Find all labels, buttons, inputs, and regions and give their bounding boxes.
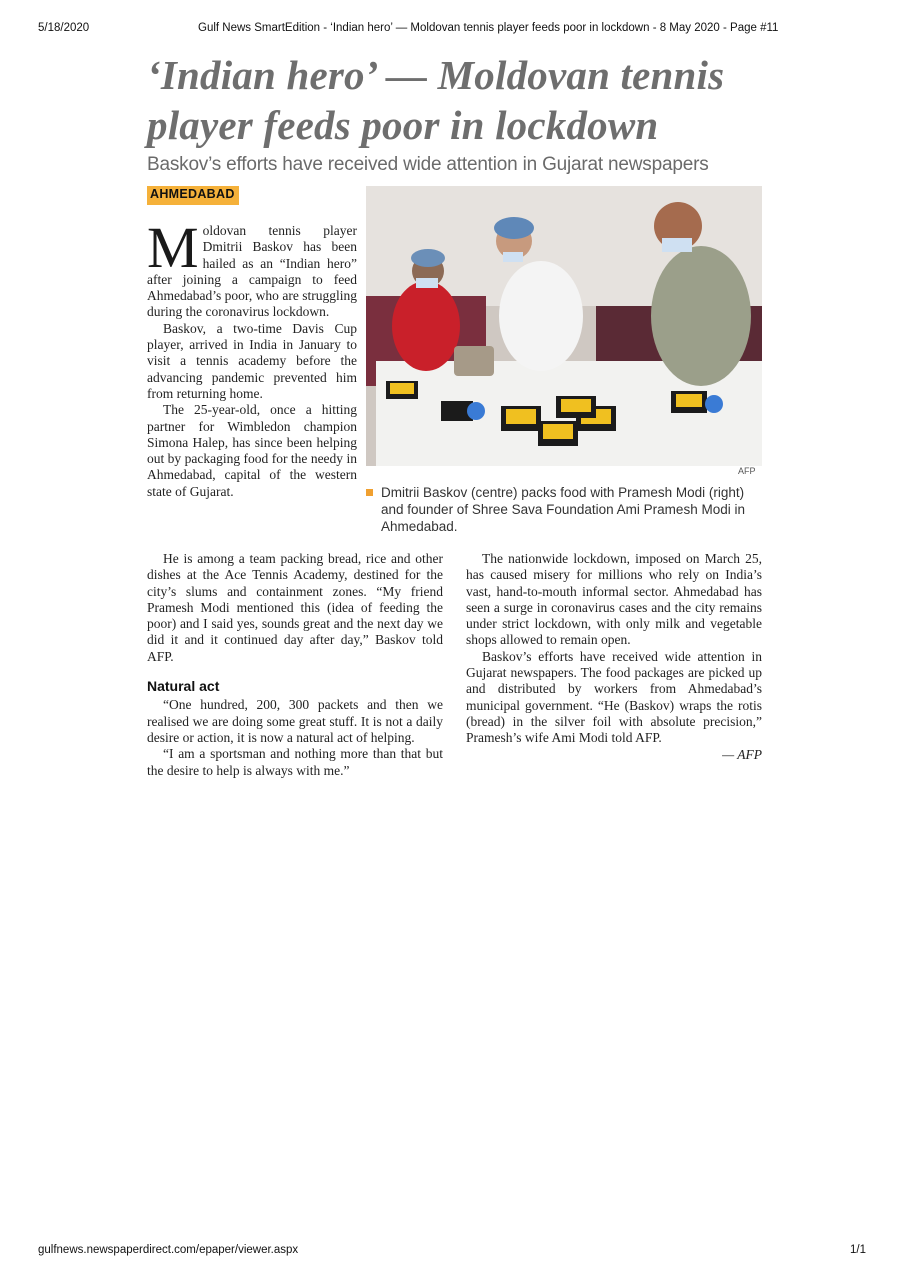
article-credit: — AFP: [722, 746, 762, 762]
article-column-2: [147, 551, 443, 779]
caption-text: Dmitrii Baskov (centre) packs food with Pramesh Modi (right) and founder of Shree Sava Foundation Ami Pramesh Modi in Ahmedabad.: [381, 485, 745, 534]
article-photo: [366, 186, 762, 466]
print-footer: [38, 1244, 866, 1258]
dateline-badge: AHMEDABAD: [147, 186, 239, 205]
article-column-1: [147, 215, 357, 500]
print-url: gulfnews.newspaperdirect.com/epaper/viewer.aspx: [38, 1244, 299, 1256]
photo-credit: AFP: [738, 466, 756, 476]
drop-cap: M: [147, 215, 199, 280]
paragraph: “One hundred, 200, 300 packets and then we realised we are doing some great stuff. It is not a daily desire or action, it is now a natural act of helping.: [147, 697, 443, 745]
print-header: [38, 22, 866, 36]
paragraph: Moldovan tennis player Dmitrii Baskov has been hailed as an “Indian hero” after joining a campaign to feed Ahmedabad’s poor, who are struggling during the coronavirus lockdown.: [147, 215, 357, 320]
paragraph: He is among a team packing bread, rice and other dishes at the Ace Tennis Academy, destined for the city’s slums and containment zones. “My friend Pramesh Modi mentioned this (idea of feeding the poor) and I said yes, sounds great and the next day we did it and it continued day after day,” Baskov told AFP.: [147, 551, 443, 664]
article-subheadline: Baskov’s efforts have received wide attention in Gujarat newspapers: [147, 154, 709, 175]
article-column-3: [466, 551, 762, 763]
photo-caption: [366, 484, 762, 535]
article-headline: ‘Indian hero’ — Moldovan tennis player feeds poor in lockdown: [147, 52, 725, 148]
caption-bullet-icon: [366, 489, 373, 496]
paragraph: The 25-year-old, once a hitting partner for Wimbledon champion Simona Halep, has since been helping out by packaging food for the needy in Ahmedabad, capital of the western state of Gujarat.: [147, 402, 357, 499]
paragraph: “I am a sportsman and nothing more than that but the desire to help is always with me.”: [147, 746, 443, 778]
print-page-number: 1/1: [850, 1244, 866, 1256]
print-title: Gulf News SmartEdition - ‘Indian hero’ — Moldovan tennis player feeds poor in lockdown - 8 May 2020 - Page #11: [198, 22, 779, 34]
section-subtitle: Natural act: [147, 678, 220, 695]
paragraph: The nationwide lockdown, imposed on March 25, has caused misery for millions who rely on India’s vast, hand-to-mouth informal sector. Ahmedabad has seen a surge in coronavirus cases and the city remains under strict lockdown, with only milk and vegetable shops allowed to remain open.: [466, 551, 762, 648]
print-date: 5/18/2020: [38, 22, 90, 34]
paragraph: Baskov’s efforts have received wide attention in Gujarat newspapers. The food packages are picked up and distributed by workers from Ahmedabad’s municipal government. “He (Baskov) wraps the rotis (bread) in the silver foil with absolute precision,” Pramesh’s wife Ami Modi told AFP.: [466, 648, 762, 746]
photo-illustration: [366, 186, 762, 466]
paragraph: Baskov, a two-time Davis Cup player, arrived in India in January to visit a tennis academy before the advancing pandemic prevented him from returning home.: [147, 320, 357, 401]
